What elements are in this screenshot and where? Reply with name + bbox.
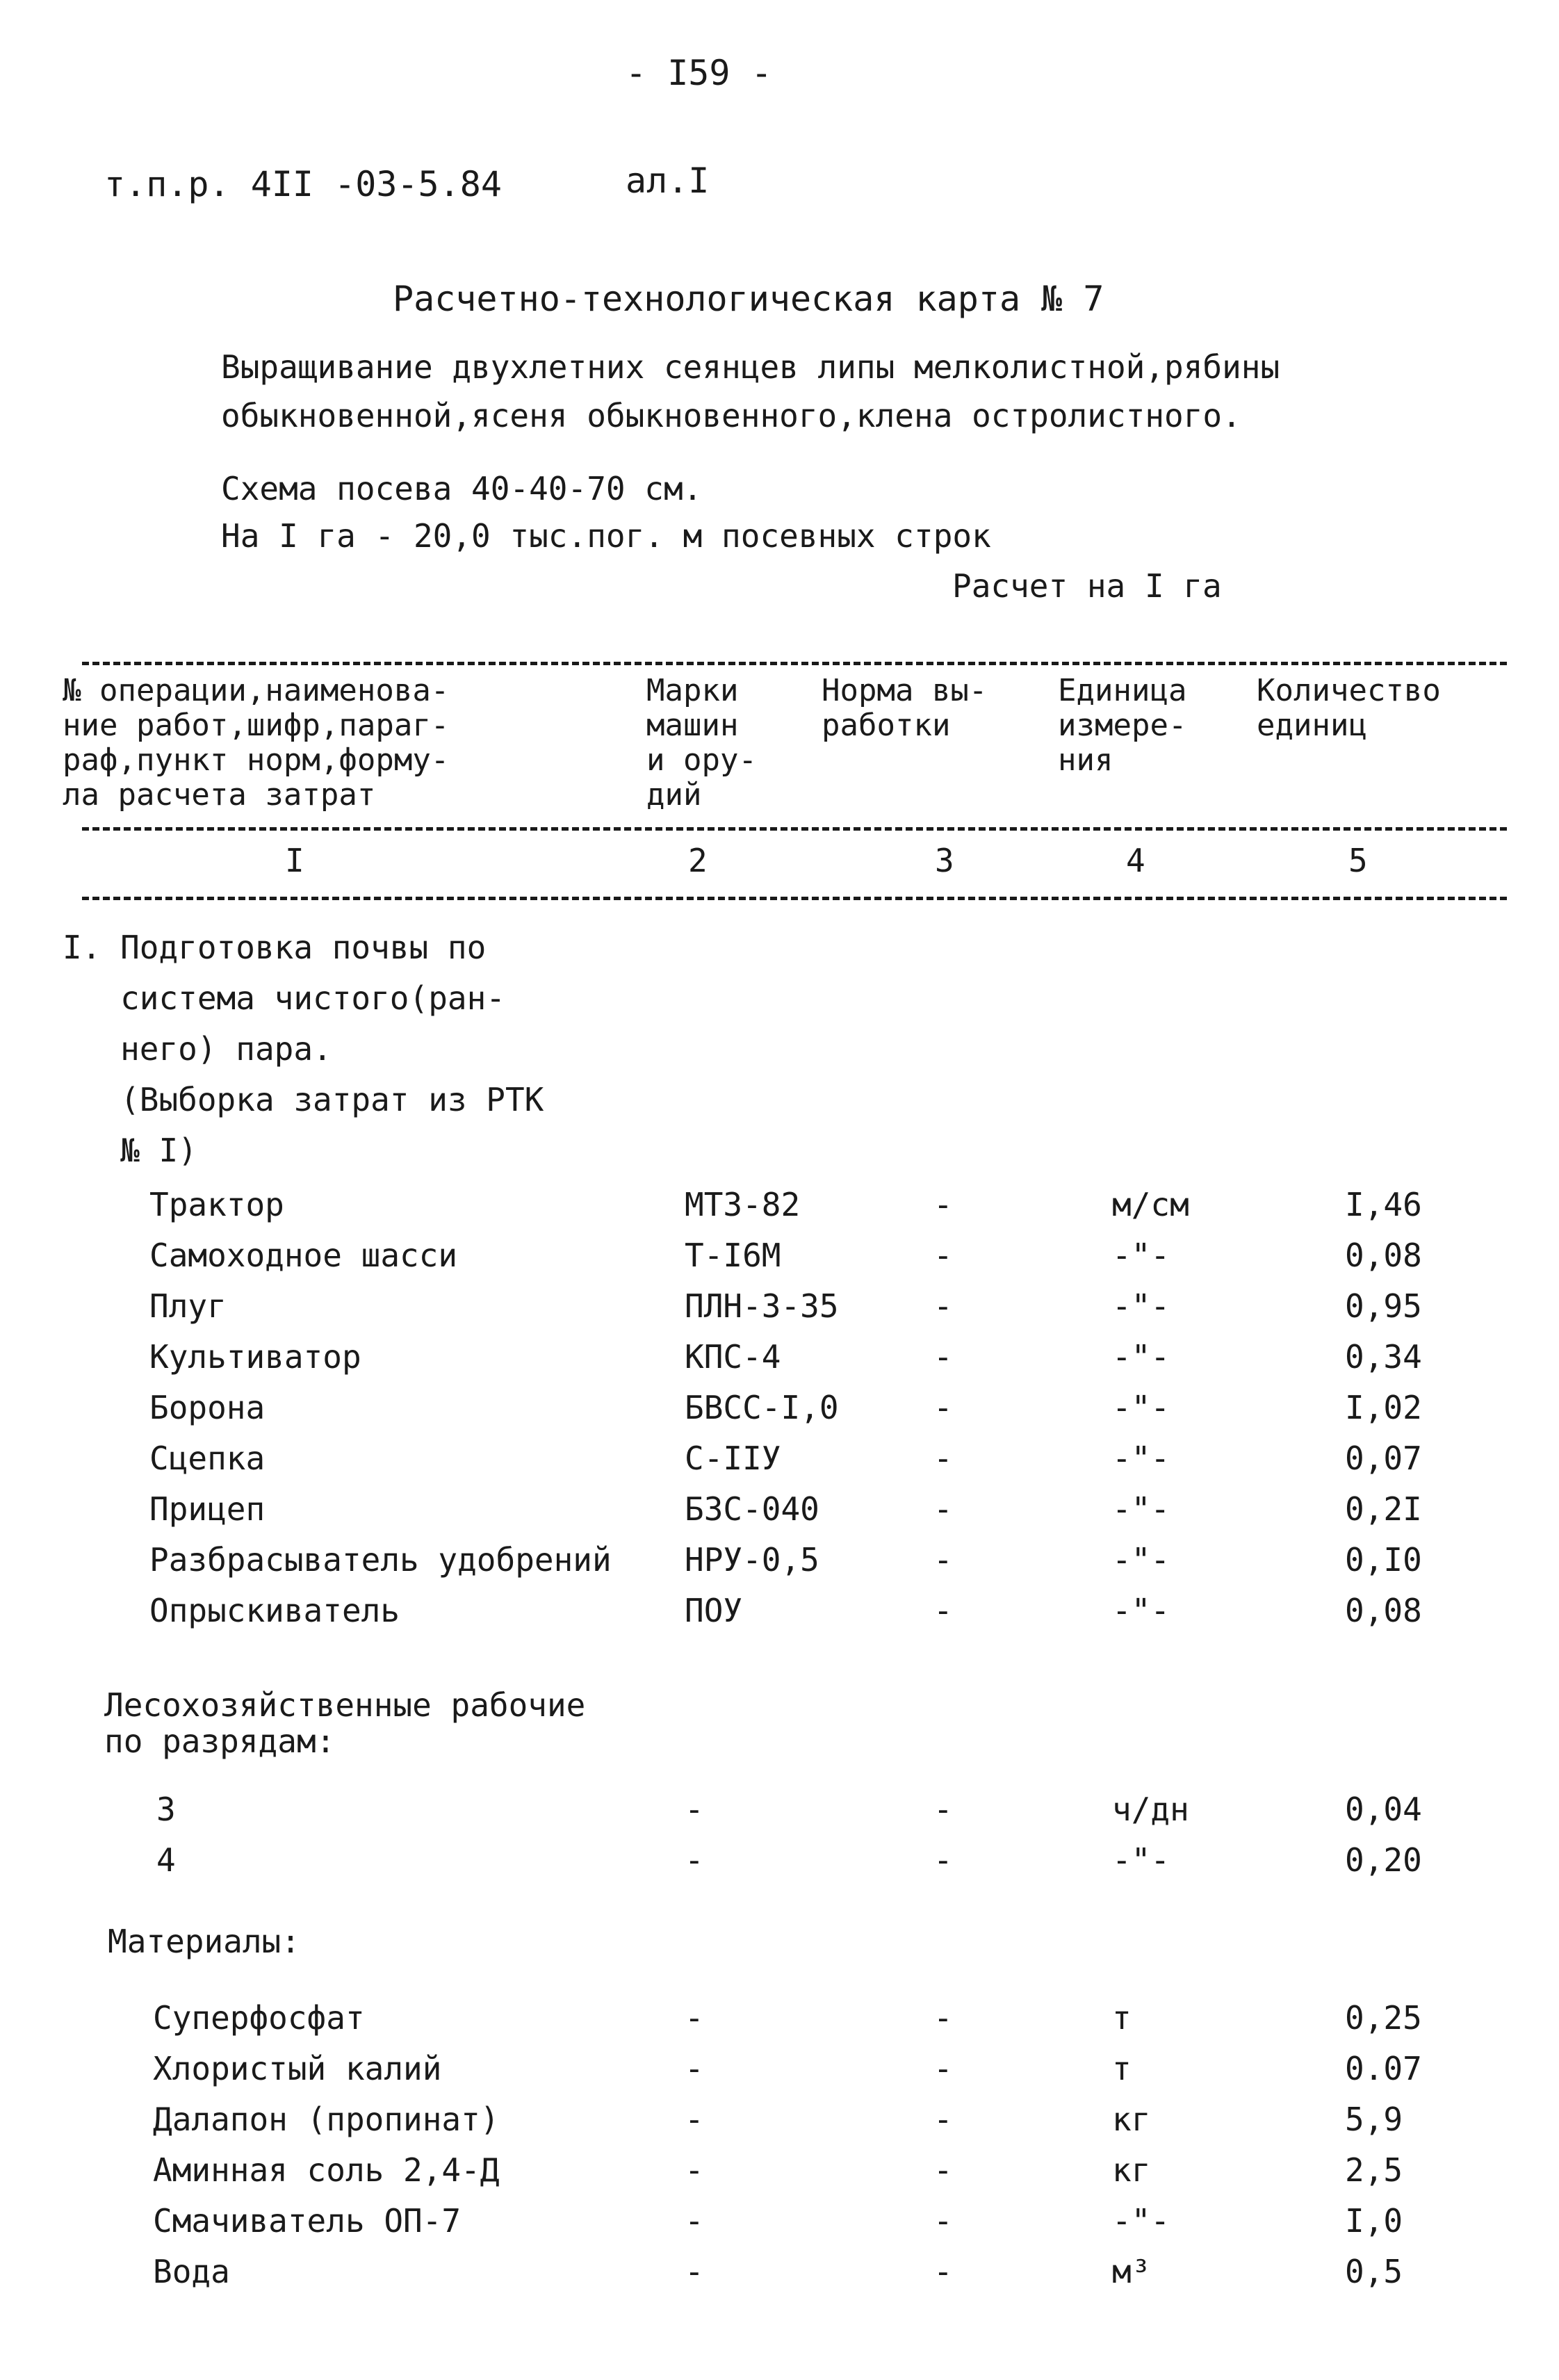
per-hectare-note: На I га - 20,0 тыс.пог. м посевных строк [221, 517, 991, 555]
sowing-scheme: Схема посева 40-40-70 см. [221, 470, 703, 507]
row-norm: - [933, 1237, 953, 1274]
column-number: I [285, 842, 304, 879]
row-unit: -"- [1112, 2202, 1170, 2240]
row-norm: - [933, 1841, 953, 1879]
row-name: Культиватор [149, 1338, 361, 1376]
row-quantity: 0,04 [1345, 1791, 1422, 1828]
row-mark: БЗС-040 [685, 1490, 819, 1528]
description-line-1: Выращивание двухлетних сеянцев липы мелколистной,рябины [221, 348, 1280, 386]
row-quantity: I,02 [1345, 1389, 1422, 1426]
row-norm: - [933, 1791, 953, 1828]
row-name: Самоходное шасси [149, 1237, 458, 1274]
row-quantity: 0,I0 [1345, 1541, 1422, 1579]
card-title: Расчетно-технологическая карта № 7 [393, 279, 1104, 319]
header-bottom-rule [82, 827, 1507, 831]
row-norm: - [933, 1186, 953, 1223]
row-unit: кг [1112, 2151, 1151, 2189]
row-quantity: 0,25 [1345, 1999, 1422, 2037]
row-unit: -"- [1112, 1440, 1170, 1477]
table-top-rule [82, 662, 1507, 665]
row-quantity: 0.07 [1345, 2050, 1422, 2087]
row-mark: - [685, 2151, 704, 2189]
row-mark: МТЗ-82 [685, 1186, 801, 1223]
page-number: - I59 - [626, 53, 772, 93]
row-norm: - [933, 1389, 953, 1426]
row-quantity: 0,08 [1345, 1592, 1422, 1629]
row-quantity: 2,5 [1345, 2151, 1403, 2189]
document-reference: т.п.р. 4II -03-5.84 [104, 164, 502, 204]
column-number: 3 [935, 842, 954, 879]
row-unit: -"- [1112, 1389, 1170, 1426]
row-quantity: 0,95 [1345, 1287, 1422, 1325]
row-quantity: 0,5 [1345, 2253, 1403, 2290]
materials-heading: Материалы: [108, 1923, 300, 1960]
column-number: 2 [688, 842, 708, 879]
row-quantity: 0,08 [1345, 1237, 1422, 1274]
row-name: Плуг [149, 1287, 227, 1325]
row-name: Смачиватель ОП-7 [153, 2202, 462, 2240]
sheet-number: ал.I [626, 161, 710, 201]
row-quantity: 0,07 [1345, 1440, 1422, 1477]
row-quantity: 5,9 [1345, 2101, 1403, 2138]
row-mark: - [685, 2050, 704, 2087]
row-norm: - [933, 2101, 953, 2138]
row-unit: т [1112, 2050, 1132, 2087]
row-quantity: I,46 [1345, 1186, 1422, 1223]
row-norm: - [933, 2050, 953, 2087]
row-mark: НРУ-0,5 [685, 1541, 819, 1579]
row-name: Хлористый калий [153, 2050, 442, 2087]
row-mark: КПС-4 [685, 1338, 781, 1376]
calculation-note: Расчет на I га [952, 567, 1222, 605]
row-norm: - [933, 1338, 953, 1376]
row-quantity: 0,20 [1345, 1841, 1422, 1879]
row-mark: ПЛН-3-35 [685, 1287, 839, 1325]
row-unit: -"- [1112, 1338, 1170, 1376]
row-unit: т [1112, 1999, 1132, 2037]
row-norm: - [933, 1287, 953, 1325]
row-norm: - [933, 1490, 953, 1528]
row-name: Разбрасыватель удобрений [149, 1541, 612, 1579]
row-norm: - [933, 1592, 953, 1629]
row-name: Вода [153, 2253, 230, 2290]
row-name: Суперфосфат [153, 1999, 365, 2037]
row-quantity: I,0 [1345, 2202, 1403, 2240]
row-mark: С-IIУ [685, 1440, 781, 1477]
row-mark: - [685, 2253, 704, 2290]
row-name: Далапон (пропинат) [153, 2101, 500, 2138]
row-norm: - [933, 2202, 953, 2240]
column-number: 5 [1348, 842, 1368, 879]
row-unit: -"- [1112, 1490, 1170, 1528]
row-norm: - [933, 1999, 953, 2037]
row-mark: - [685, 2202, 704, 2240]
row-quantity: 0,34 [1345, 1338, 1422, 1376]
row-unit: -"- [1112, 1287, 1170, 1325]
row-norm: - [933, 2151, 953, 2189]
row-unit: -"- [1112, 1237, 1170, 1274]
row-quantity: 0,2I [1345, 1490, 1422, 1528]
row-mark: ПОУ [685, 1592, 743, 1629]
row-name: Сцепка [149, 1440, 266, 1477]
row-name: Трактор [149, 1186, 284, 1223]
row-name: Прицеп [149, 1490, 266, 1528]
row-unit: ч/дн [1112, 1791, 1189, 1828]
column-number: 4 [1126, 842, 1145, 879]
row-name: 4 [156, 1841, 176, 1879]
numbers-bottom-rule [82, 897, 1507, 900]
row-unit: кг [1112, 2101, 1151, 2138]
row-mark: - [685, 1841, 704, 1879]
row-norm: - [933, 2253, 953, 2290]
description-line-2: обыкновенной,ясеня обыкновенного,клена остролистного. [221, 397, 1241, 434]
row-unit: -"- [1112, 1841, 1170, 1879]
row-mark: Т-I6М [685, 1237, 781, 1274]
row-norm: - [933, 1541, 953, 1579]
row-norm: - [933, 1440, 953, 1477]
row-name: 3 [156, 1791, 176, 1828]
row-mark: - [685, 2101, 704, 2138]
row-unit: -"- [1112, 1541, 1170, 1579]
row-mark: - [685, 1791, 704, 1828]
row-mark: - [685, 1999, 704, 2037]
row-name: Опрыскиватель [149, 1592, 400, 1629]
row-mark: БВСС-I,0 [685, 1389, 839, 1426]
row-name: Аминная соль 2,4-Д [153, 2151, 500, 2189]
row-name: Борона [149, 1389, 266, 1426]
row-unit: м³ [1112, 2253, 1151, 2290]
row-unit: м/см [1112, 1186, 1189, 1223]
row-unit: -"- [1112, 1592, 1170, 1629]
